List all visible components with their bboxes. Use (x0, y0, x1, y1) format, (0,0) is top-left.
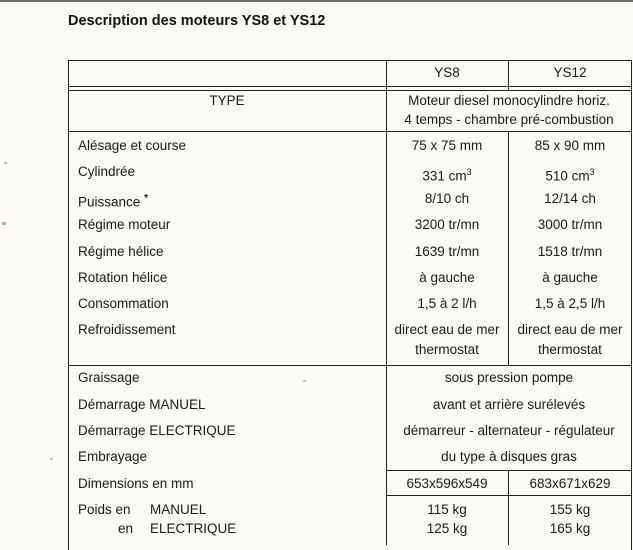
type-label: TYPE (209, 93, 245, 108)
header-rule-double (68, 90, 632, 91)
type-value-line1: Moteur diesel monocylindre horiz. (408, 93, 610, 108)
value-ys12-manual: 155 kg (549, 502, 591, 517)
section-rule (68, 365, 632, 366)
row-label-weight-manual: MANUEL (150, 502, 207, 517)
footnote-asterisk: * (144, 193, 148, 204)
column-header-ys8: YS8 (434, 65, 460, 80)
row-label (78, 190, 148, 212)
scan-speck (50, 458, 53, 460)
value-ys8-electric: 125 kg (426, 521, 468, 536)
value-ys12: direct eau de mer (517, 322, 623, 337)
row-label: Consommation (78, 296, 169, 311)
row-label: Régime hélice (78, 244, 164, 259)
value-ys12-electric: 165 kg (549, 521, 591, 536)
value-ys8: 3200 tr/mn (414, 217, 480, 232)
value-ys8-manual: 115 kg (427, 502, 467, 517)
row-label: Embrayage (78, 449, 148, 464)
value-ys12: 3000 tr/mn (537, 217, 603, 232)
row-label: Alésage et course (78, 138, 187, 153)
unit-superscript: 3 (589, 167, 595, 177)
value-shared: sous pression pompe (444, 370, 574, 385)
value-ys8: à gauche (419, 270, 475, 285)
row-label-weight-prefix: Poids en (78, 502, 131, 517)
value-shared: du type à disques gras (441, 449, 577, 464)
unit-superscript: 3 (466, 167, 472, 177)
value-ys8-line2: thermostat (415, 342, 479, 357)
value-ys8: 75 x 75 mm (411, 138, 483, 153)
value-ys12: à gauche (542, 270, 598, 285)
value-ys8 (386, 163, 508, 186)
row-label: Dimensions en mm (78, 476, 194, 491)
row-label: Rotation hélice (78, 270, 168, 285)
value-ys12: 85 x 90 mm (534, 138, 606, 153)
value-ys8: 8/10 ch (424, 191, 470, 206)
scan-speck (303, 380, 306, 382)
row-label: Refroidissement (78, 322, 176, 337)
row-label: Régime moteur (78, 217, 171, 232)
type-rule (68, 131, 632, 132)
row-label: Cylindrée (78, 164, 136, 179)
scan-speck (2, 222, 6, 225)
value-ys8: 1639 tr/mn (414, 244, 480, 259)
row-label: Graissage (78, 370, 140, 385)
value-ys12-line2: thermostat (538, 342, 602, 357)
header-rule (68, 86, 632, 87)
value-ys12 (508, 163, 632, 186)
label-text: Puissance (78, 194, 141, 210)
value-ys12: 12/14 ch (544, 191, 596, 206)
value-ys8: 653x596x549 (406, 476, 488, 491)
row-label: Démarrage ELECTRIQUE (78, 423, 236, 438)
value-ys12: 1518 tr/mn (537, 244, 603, 259)
value-text: 331 cm (422, 168, 467, 184)
value-ys12: 1,5 à 2,5 l/h (534, 296, 606, 311)
value-shared: avant et arrière surélevés (432, 397, 586, 412)
row-label: Démarrage MANUEL (78, 397, 206, 412)
page-title: Description des moteurs YS8 et YS12 (68, 13, 326, 29)
row-label-weight-electric: ELECTRIQUE (150, 521, 237, 536)
top-edge-line (0, 0, 633, 2)
value-text: 510 cm (545, 168, 590, 184)
type-value-line2: 4 temps - chambre pré-combustion (404, 112, 614, 127)
column-header-ys12: YS12 (553, 65, 587, 80)
value-ys8: direct eau de mer (394, 322, 500, 337)
value-shared: démarreur - alternateur - régulateur (403, 423, 615, 438)
value-ys12: 683x671x629 (529, 476, 611, 491)
row-label-weight-prefix2: en (118, 521, 134, 536)
scan-speck (4, 162, 7, 164)
value-ys8: 1,5 à 2 l/h (417, 296, 477, 311)
